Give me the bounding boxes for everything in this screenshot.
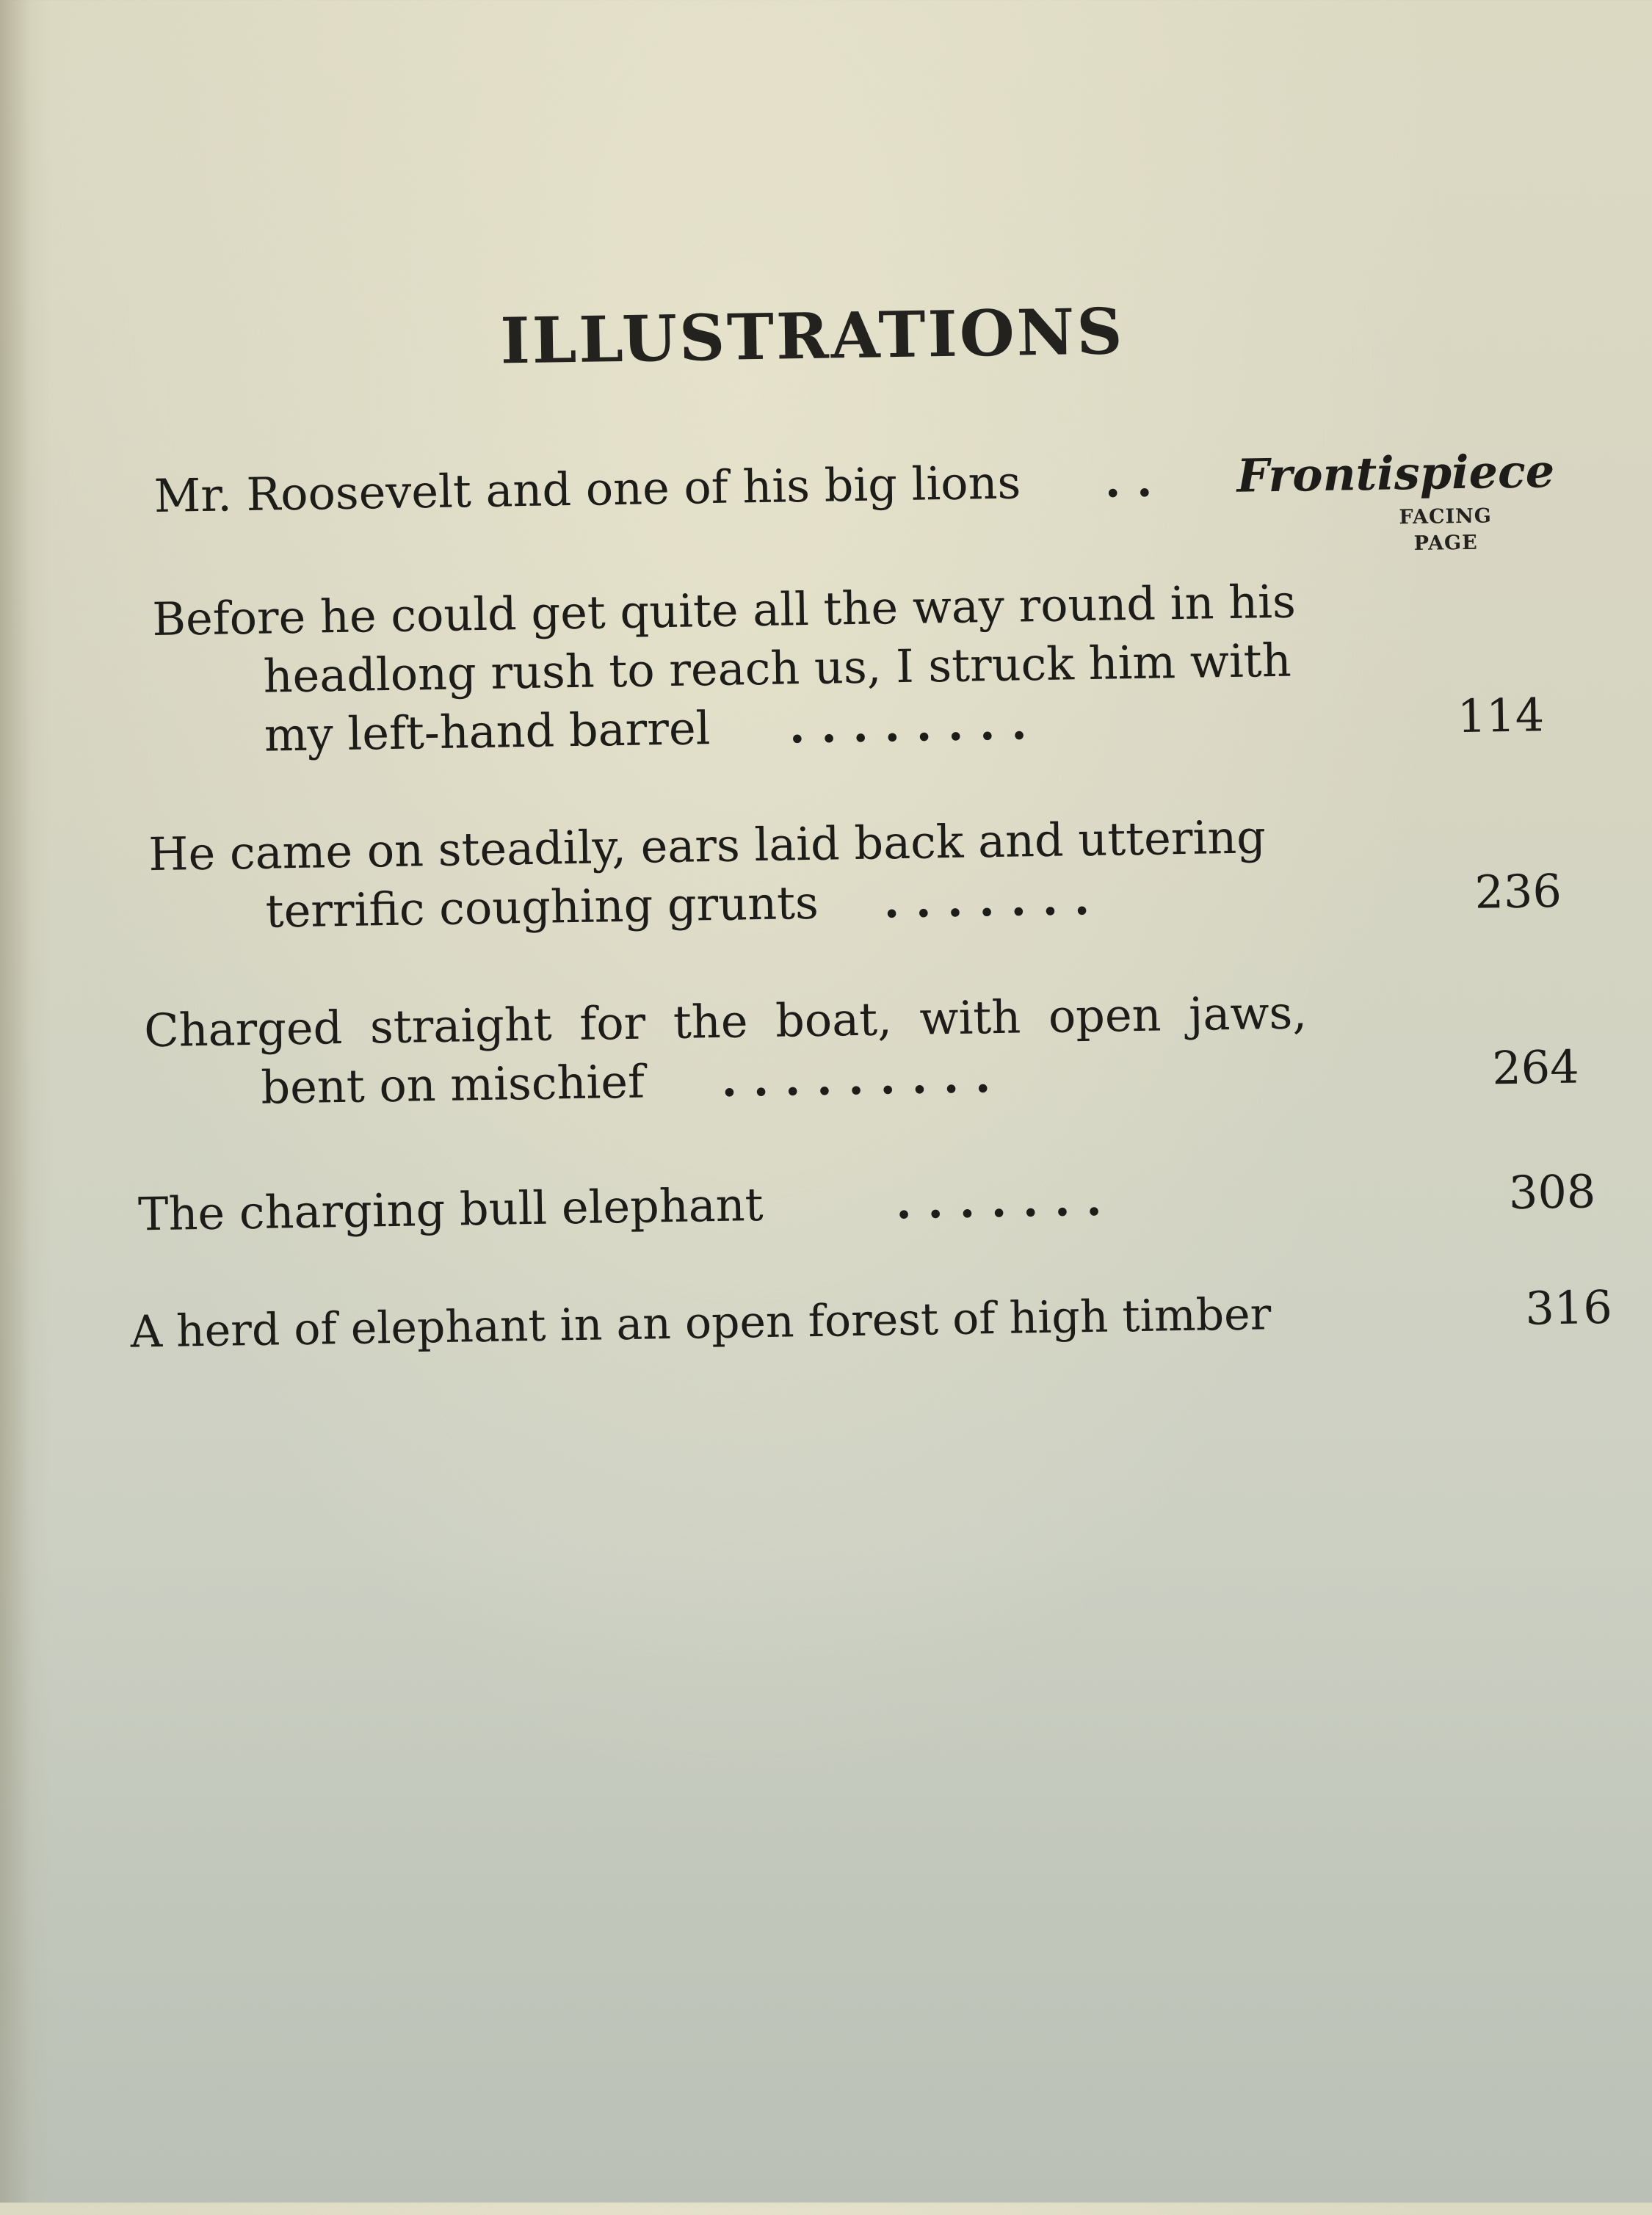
- entry-1-leader-dots: . .: [1104, 453, 1153, 508]
- entry-5-page-number: 308: [1508, 1164, 1596, 1220]
- entry-4-line-2: bent on mischief: [260, 1054, 645, 1114]
- entry-2-page-number: 114: [1457, 688, 1545, 744]
- entry-2-line-2: headlong rush to reach us, I struck him with: [263, 633, 1292, 703]
- entry-2-line-3: my left-hand barrel: [264, 701, 711, 762]
- entry-3-line-2: terrific coughing grunts: [265, 875, 819, 938]
- entry-2-leader-dots: . . . . . . . .: [789, 696, 1028, 754]
- entry-5-leader-dots: . . . . . . .: [895, 1172, 1103, 1230]
- entry-5-line-1: The charging bull elephant: [137, 1178, 764, 1241]
- facing-label-line2: PAGE: [1413, 531, 1478, 555]
- entry-6-page-number: 316: [1524, 1280, 1613, 1335]
- entry-4-leader-dots: . . . . . . . . .: [720, 1049, 991, 1107]
- entry-4-page-number: 264: [1491, 1040, 1580, 1095]
- entry-3-page-number: 236: [1474, 863, 1562, 919]
- entry-2-line-1: Before he could get quite all the way round in his: [151, 574, 1297, 646]
- facing-label-line1: FACING: [1399, 504, 1493, 529]
- entry-4-line-1: Charged straight for the boat, with open jaws,: [143, 985, 1308, 1058]
- entry-1-page-frontispiece: Frontispiece: [1236, 443, 1555, 503]
- entry-6-line-1: A herd of elephant in an open forest of high timber: [130, 1288, 1272, 1358]
- entry-1-line-1: Mr. Roosevelt and one of his big lions: [153, 455, 1021, 523]
- facing-page-label: [1399, 503, 1493, 557]
- entry-3-line-1: He came on steadily, ears laid back and uttering: [148, 810, 1267, 882]
- page-title: ILLUSTRATIONS: [499, 294, 1126, 379]
- entry-3-leader-dots: . . . . . . .: [883, 871, 1090, 929]
